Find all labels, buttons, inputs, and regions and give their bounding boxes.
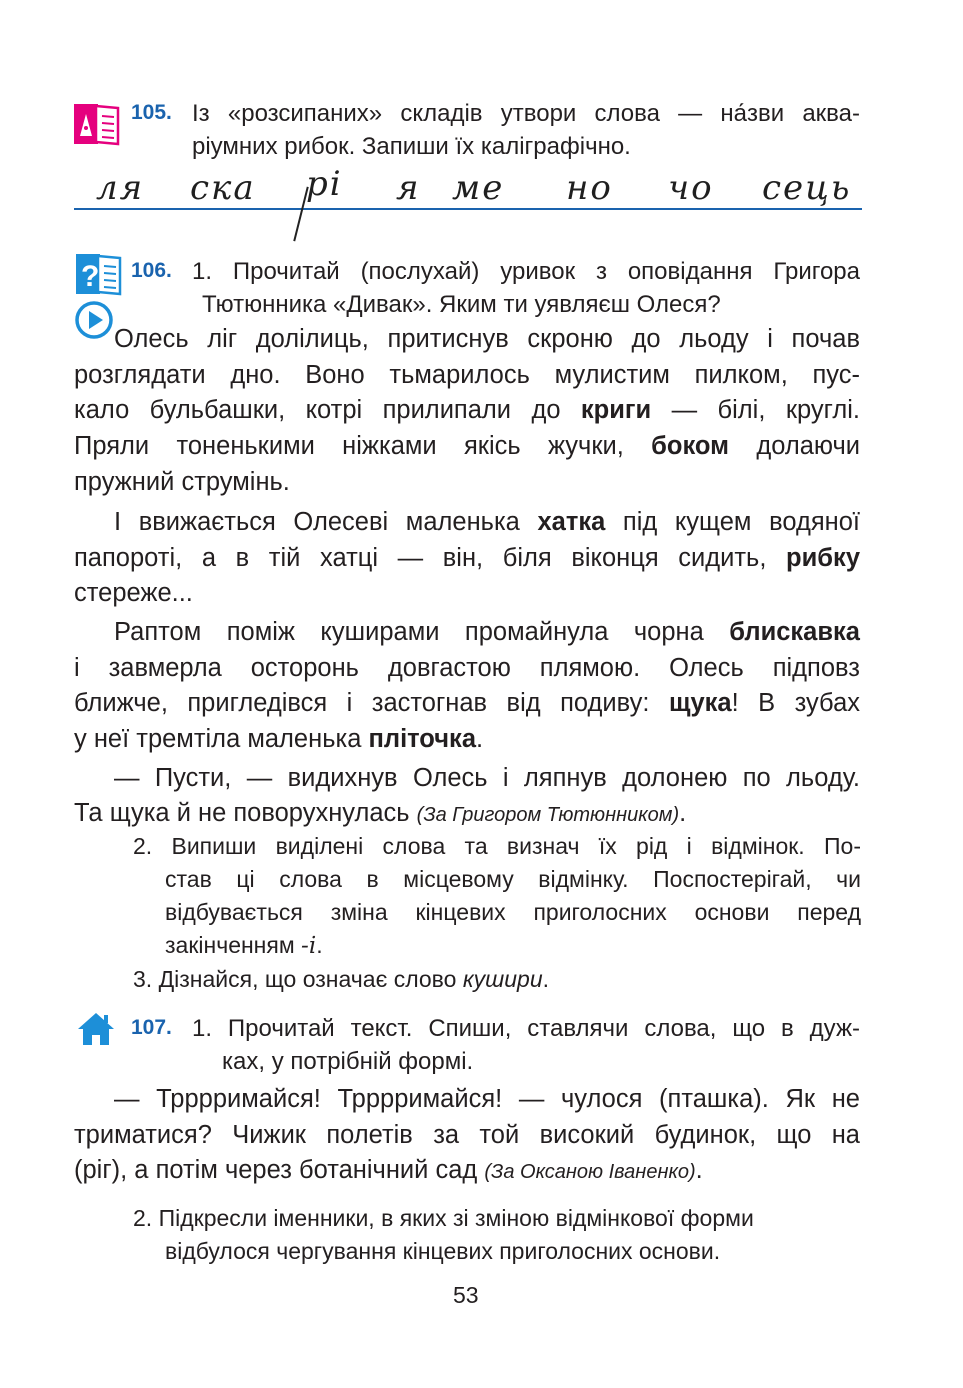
- task-line: відбувається зміна кінцевих приголосних основи перед: [165, 899, 861, 925]
- source-attribution: (За Оксаною Іваненко): [484, 1161, 696, 1183]
- task-line: ріумних рибок. Запиши їх каліграфічно.: [192, 133, 631, 160]
- text-line: (ріг), а потім через ботанічний сад (За Оксаною Іваненко).: [74, 1156, 703, 1184]
- highlighted-word: боком: [651, 432, 730, 460]
- text-line: триматися? Чижик полетів за той високий будинок, що на: [74, 1121, 860, 1149]
- writing-icon: [72, 102, 120, 146]
- syllable: чо: [668, 168, 714, 208]
- text-line: пружний струмінь.: [74, 468, 290, 496]
- text-line: Раптом поміж куширами промайнула чорна блискавка: [114, 618, 860, 646]
- syllable: сець: [762, 168, 852, 208]
- syllable: рі: [306, 164, 343, 204]
- highlighted-word: криги: [580, 396, 652, 424]
- highlighted-word: блискавка: [729, 618, 860, 646]
- exercise-107-task-2: [133, 1205, 754, 1232]
- svg-text:?: ?: [81, 260, 100, 293]
- text-line: у неї тремтіла маленька пліточка.: [74, 725, 484, 753]
- task-line: 1. Прочитай (послухай) уривок з оповідання Григора: [192, 258, 860, 285]
- text-line: ближче, пригледівся і застогнав від подиву: щука! В зубах: [74, 689, 860, 717]
- task-line: Із «розсипаних» складів утвори слова — на́зви аква-: [192, 100, 860, 127]
- highlighted-word: хатка: [537, 508, 606, 536]
- text-line: — Пусти, — видихнув Олесь і ляпнув долонею по льоду.: [114, 764, 860, 792]
- exercise-106-task-3: 3. Дізнайся, що означає слово кушири.: [133, 966, 550, 992]
- highlighted-word: щука: [668, 689, 732, 717]
- text-line: Та щука й не поворухнулась (За Григором Тютюнником).: [74, 799, 687, 827]
- syllable: ме: [452, 168, 505, 208]
- task-line: 1. Прочитай текст. Спиши, ставлячи слова, що в дуж-: [192, 1015, 860, 1042]
- exercise-number: 107.: [131, 1016, 172, 1039]
- highlighted-word: рибку: [786, 544, 860, 572]
- text-line: стереже...: [74, 579, 193, 607]
- task-line: ках, у потрібній формі.: [222, 1048, 474, 1075]
- question-book-icon: [74, 252, 122, 296]
- exercise-107-text: [74, 1085, 860, 1195]
- exercise-number: 106.: [131, 259, 172, 282]
- syllable: я: [396, 168, 421, 208]
- task-line: закінченням -і.: [165, 932, 323, 959]
- text-line: І ввижається Олесеві маленька хатка під кущем водяної: [114, 508, 860, 536]
- text-line: — Трррримайся! Трррримайся! — чулося (пташка). Як не: [114, 1085, 860, 1113]
- home-icon: [76, 1011, 116, 1047]
- text-line: Олесь ліг долілиць, притиснув скроню до льоду і почав: [114, 325, 860, 353]
- text-line: розглядати дно. Воно тьмарилось мулистим пилком, пус-: [74, 361, 860, 389]
- text-line: кало бульбашки, котрі прилипали до криги — білі, круглі.: [74, 396, 861, 424]
- text-line: папороті, а в тій хатці — він, біля віконця сидить, рибку: [74, 544, 860, 572]
- task-line: 2. Випиши виділені слова та визнач їх рід і відмінок. По-: [133, 833, 861, 859]
- task-line: Тютюнника «Дивак». Яким ти уявляєш Олеся?: [202, 291, 721, 318]
- text-line: і завмерла осторонь довгастою плямою. Олесь підповз: [74, 654, 860, 682]
- syllable: ска: [190, 168, 256, 208]
- page-number: 53: [453, 1282, 479, 1308]
- highlighted-word: пліточка: [368, 725, 476, 753]
- reading-passage: [74, 325, 860, 825]
- task-line: 2. Підкресли іменники, в яких зі зміною відмінкової форми: [133, 1205, 754, 1231]
- syllable: но: [566, 168, 613, 208]
- source-attribution: (За Григором Тютюнником): [416, 804, 680, 826]
- writing-baseline: [74, 208, 862, 210]
- task-line: став ці слова в місцевому відмінку. Поспостерігай, чи: [165, 866, 861, 892]
- exercise-number: 105.: [131, 101, 172, 124]
- text-line: Пряли тоненькими ніжками якісь жучки, боком долаючи: [74, 432, 860, 460]
- syllable: ля: [96, 168, 145, 208]
- task-line: відбулося чергування кінцевих приголосних основи.: [165, 1238, 721, 1264]
- exercise-106-task-2: [133, 833, 861, 963]
